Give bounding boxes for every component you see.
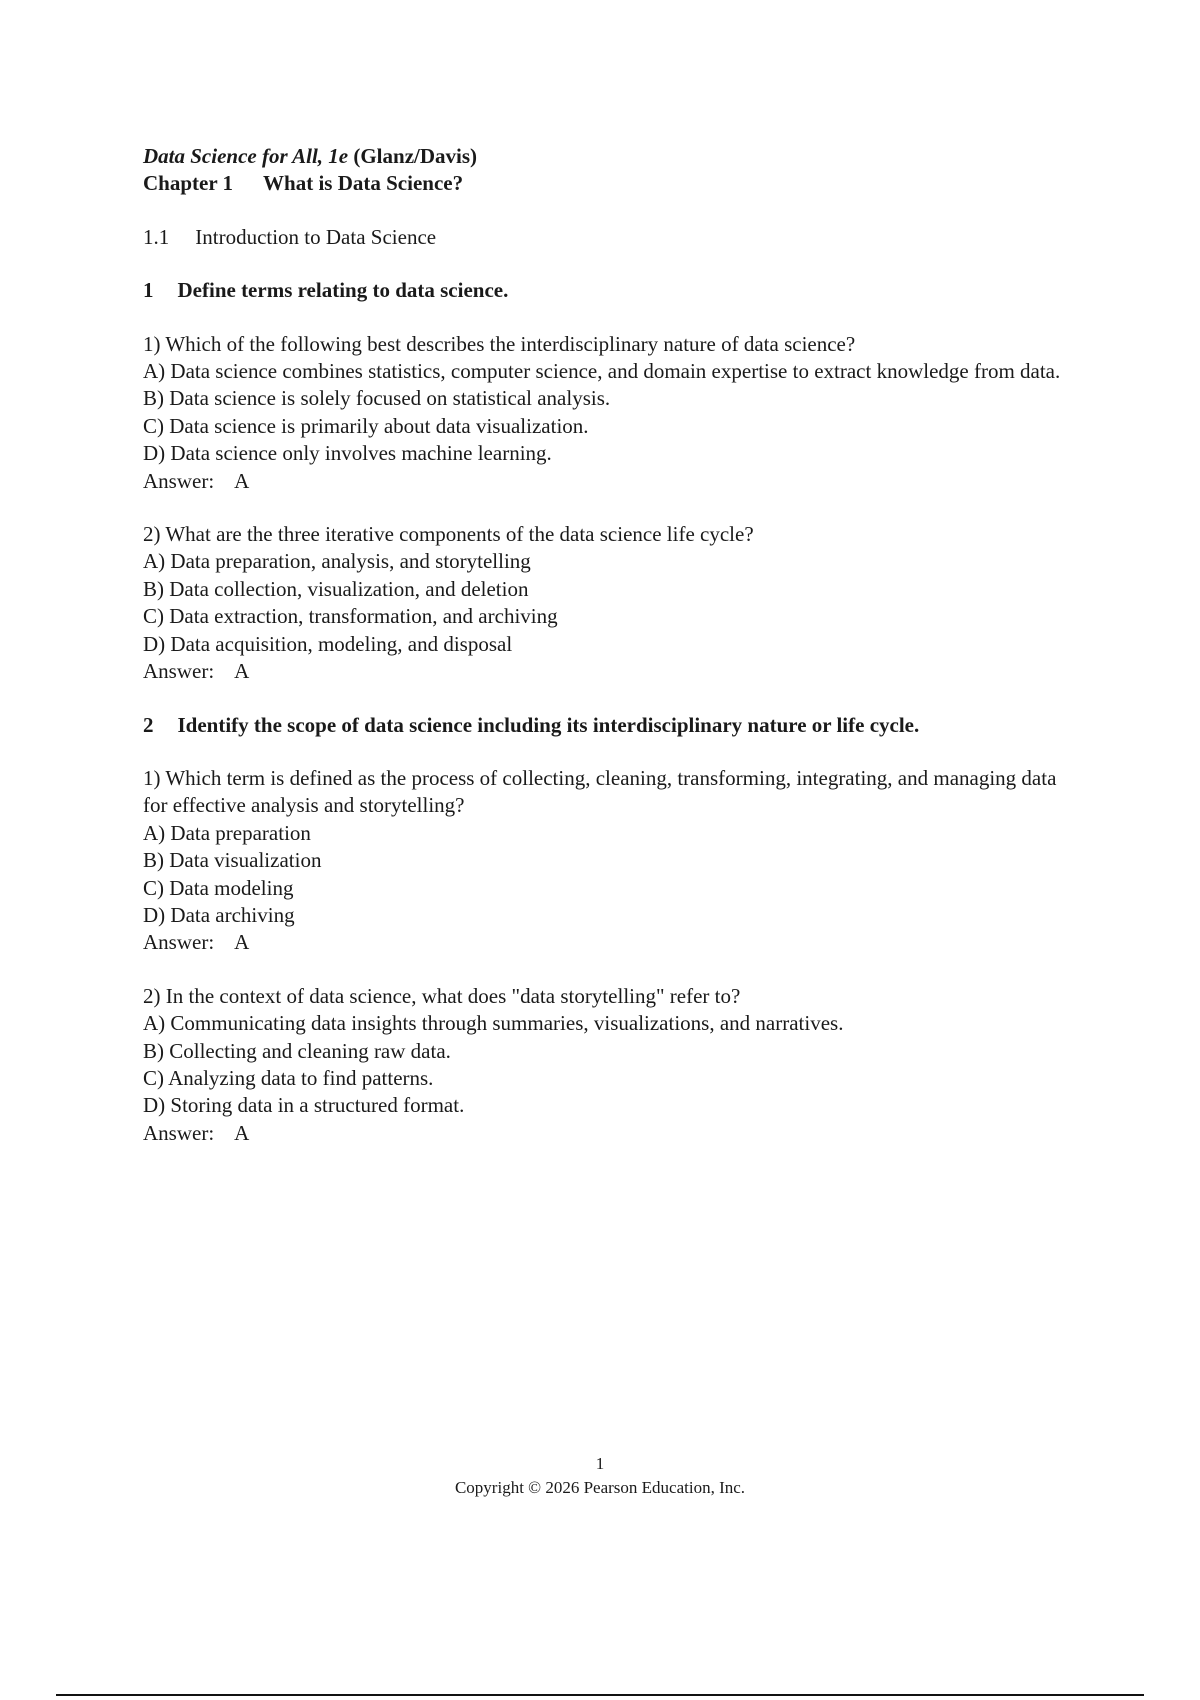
- answer-option: D) Data acquisition, modeling, and disposal: [143, 631, 513, 656]
- question-block: [143, 331, 1063, 495]
- question-stem: 1) Which term is defined as the process of collecting, cleaning, transforming, integrating, and managing data for effective analysis and storytelling?: [143, 765, 1057, 818]
- chapter-title: What is Data Science?: [263, 171, 464, 196]
- answer-label: Answer:: [143, 930, 215, 955]
- answer-option: D) Storing data in a structured format.: [143, 1093, 465, 1118]
- objective-heading: [143, 712, 1063, 739]
- question-stem: 1) Which of the following best describes the interdisciplinary nature of data science?: [143, 331, 856, 356]
- objective-title: Define terms relating to data science.: [177, 278, 509, 303]
- question-stem: 2) In the context of data science, what does "data storytelling" refer to?: [143, 983, 741, 1008]
- answer-option: A) Data science combines statistics, computer science, and domain expertise to extract knowledge from data.: [143, 359, 1061, 384]
- answer-option: B) Collecting and cleaning raw data.: [143, 1038, 451, 1063]
- answer-value: A: [234, 930, 250, 955]
- answer-label: Answer:: [143, 1120, 215, 1145]
- answer-key: [143, 468, 1063, 495]
- objective-number: 2: [143, 712, 154, 737]
- answer-option: B) Data science is solely focused on statistical analysis.: [143, 386, 611, 411]
- answer-option: B) Data collection, visualization, and deletion: [143, 576, 529, 601]
- answer-option: A) Data preparation: [143, 820, 311, 845]
- answer-label: Answer:: [143, 659, 215, 684]
- question-block: [143, 521, 1063, 685]
- section-heading: [143, 224, 1063, 251]
- answer-option: D) Data archiving: [143, 902, 295, 927]
- answer-label: Answer:: [143, 468, 215, 493]
- objective-heading: [143, 277, 1063, 304]
- question-stem: 2) What are the three iterative components of the data science life cycle?: [143, 522, 754, 547]
- answer-value: A: [234, 468, 250, 493]
- answer-option: C) Data extraction, transformation, and archiving: [143, 604, 558, 629]
- answer-option: B) Data visualization: [143, 848, 322, 873]
- answer-option: C) Data modeling: [143, 875, 294, 900]
- document-page: [143, 143, 1063, 1147]
- answer-value: A: [234, 1120, 250, 1145]
- objective-number: 1: [143, 278, 154, 303]
- question-block: [143, 765, 1063, 957]
- answer-option: D) Data science only involves machine learning.: [143, 441, 552, 466]
- answer-option: C) Data science is primarily about data visualization.: [143, 413, 589, 438]
- chapter-heading: [143, 170, 1063, 197]
- page-footer: [0, 1452, 1200, 1500]
- answer-key: [143, 658, 1063, 685]
- chapter-label: Chapter 1: [143, 171, 234, 196]
- answer-value: A: [234, 659, 250, 684]
- page-bottom-rule: [56, 1694, 1144, 1696]
- book-authors: (Glanz/Davis): [353, 144, 478, 168]
- objective-title: Identify the scope of data science including its interdisciplinary nature or life cycle.: [177, 712, 920, 737]
- copyright-notice: Copyright © 2026 Pearson Education, Inc.: [454, 1478, 746, 1497]
- section-number: 1.1: [143, 224, 170, 249]
- answer-option: A) Data preparation, analysis, and storytelling: [143, 549, 531, 574]
- question-block: [143, 983, 1063, 1147]
- answer-option: C) Analyzing data to find patterns.: [143, 1065, 434, 1090]
- book-title: Data Science for All, 1e: [143, 144, 349, 168]
- answer-key: [143, 929, 1063, 956]
- section-title: Introduction to Data Science: [195, 224, 437, 249]
- book-header: [143, 143, 1063, 170]
- answer-option: A) Communicating data insights through summaries, visualizations, and narratives.: [143, 1011, 844, 1036]
- answer-key: [143, 1120, 1063, 1147]
- page-number: 1: [595, 1454, 605, 1473]
